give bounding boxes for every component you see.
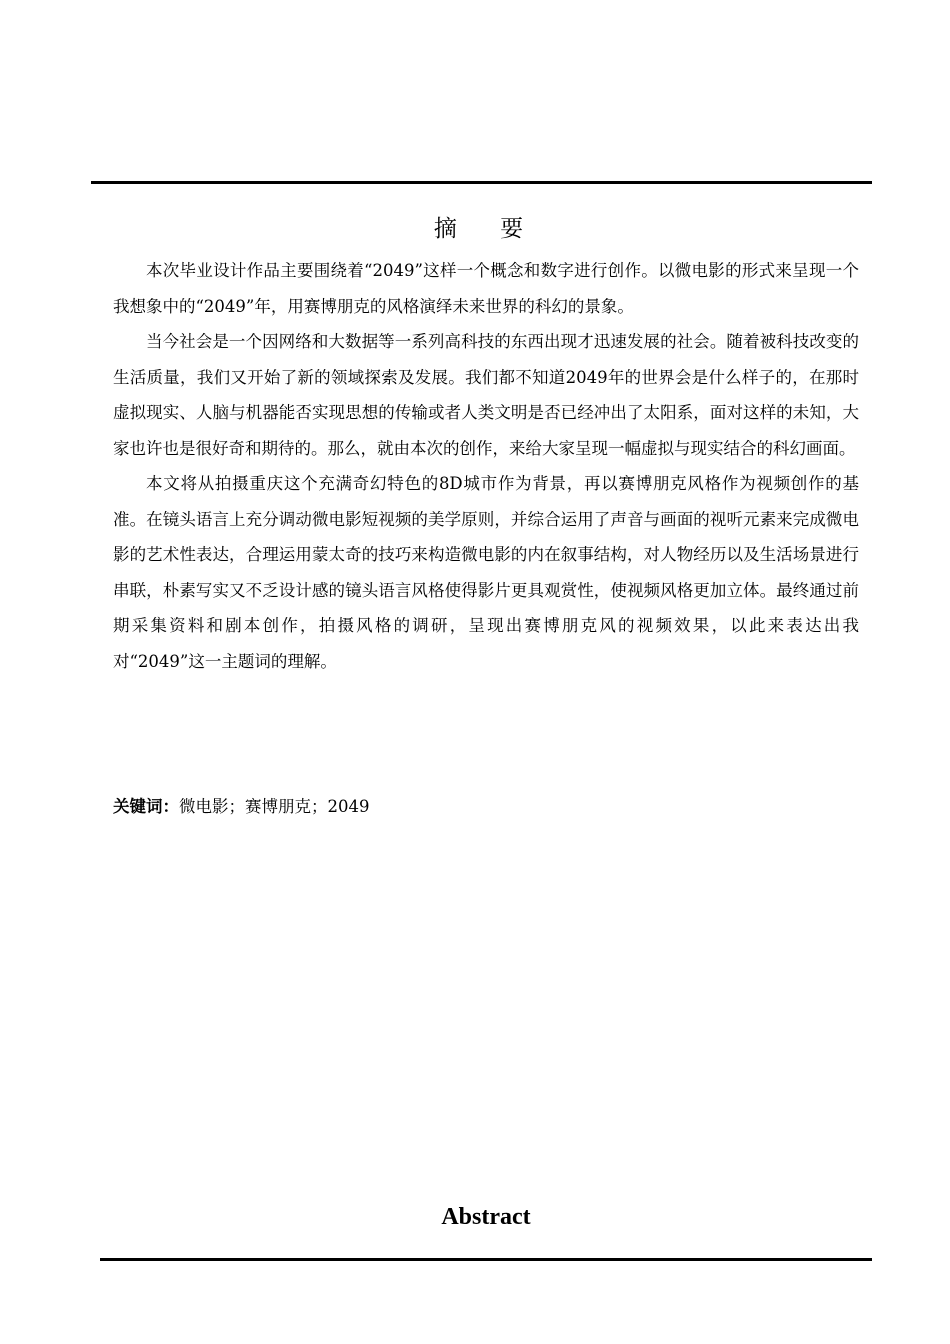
abstract-paragraph-2: 当今社会是一个因网络和大数据等一系列高科技的东西出现才迅速发展的社会。随着被科技改变的生活质量，我们又开始了新的领域探索及发展。我们都不知道2049年的世界会是什么样子的，在那时虚拟现实、人脑与机器能否实现思想的传输或者人类文明是否已经冲出了太阳系，面对这样的未知，大家也许也是很好奇和期待的。那么，就由本次的创作，来给大家呈现一幅虚拟与现实结合的科幻画面。 [113, 332, 859, 458]
keywords-value: 微电影；赛博朋克；2049 [179, 797, 370, 816]
bottom-rule [100, 1258, 872, 1261]
abstract-paragraph-1: 本次毕业设计作品主要围绕着“2049”这样一个概念和数字进行创作。以微电影的形式来呈现一个我想象中的“2049”年，用赛博朋克的风格演绎未来世界的科幻的景象。 [113, 261, 859, 316]
abstract-cn-title: 摘 要 [433, 216, 542, 242]
keywords-line [113, 791, 859, 823]
top-rule [91, 181, 872, 184]
keywords-label: 关键词： [113, 797, 179, 816]
abstract-en-title: Abstract [441, 1204, 531, 1230]
abstract-paragraph-3: 本文将从拍摄重庆这个充满奇幻特色的8D城市作为背景，再以赛博朋克风格作为视频创作的基准。在镜头语言上充分调动微电影短视频的美学原则，并综合运用了声音与画面的视听元素来完成微电影的艺术性表达，合理运用蒙太奇的技巧来构造微电影的内在叙事结构，对人物经历以及生活场景进行串联，朴素写实又不乏设计感的镜头语言风格使得影片更具观赏性，使视频风格更加立体。最终通过前期采集资料和剧本创作，拍摄风格的调研，呈现出赛博朋克风的视频效果，以此来表达出我对“2049”这一主题词的理解。 [113, 474, 859, 671]
abstract-cn-body [113, 253, 859, 679]
